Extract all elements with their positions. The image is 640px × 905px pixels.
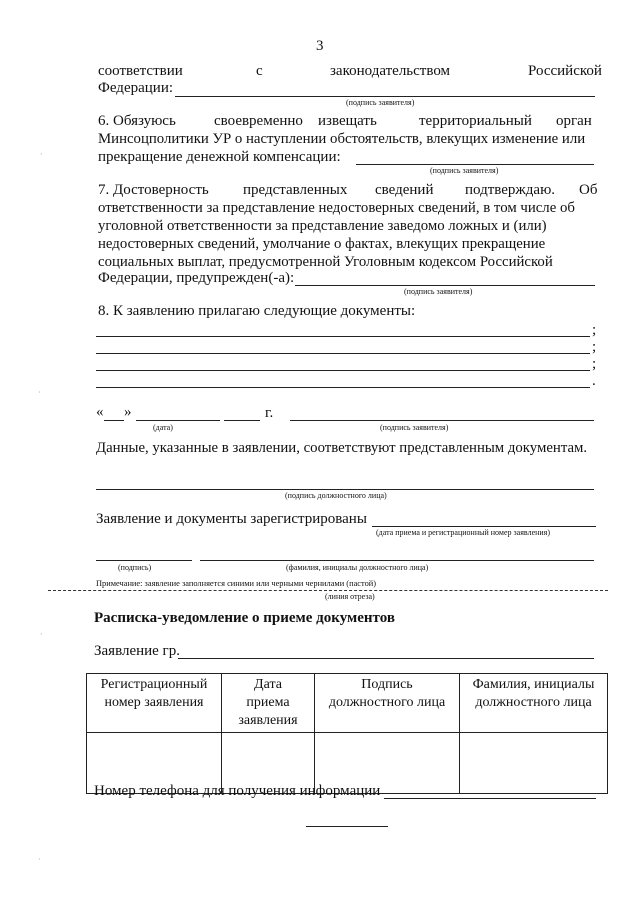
date-day-field[interactable] [104,420,124,421]
header-text: заявления [238,713,298,728]
p7-word-2: представленных [243,182,348,198]
official-signature-line[interactable] [96,489,594,490]
phone-label: Номер телефона для получения информации [94,783,381,799]
date-year-suffix: г. [265,405,274,421]
applicant-signature-caption-1: (подпись заявителя) [346,98,415,107]
p1-word-4: Российской [528,63,602,79]
registration-field[interactable] [372,526,596,527]
registration-caption: (дата приема и регистрационный номер заявления) [376,528,551,537]
applicant-signature-line-2 [356,164,594,165]
official-signature-caption: (подпись должностного лица) [285,491,387,500]
documents-sep-4: . [592,373,596,389]
documents-line-3[interactable] [96,370,590,371]
date-open-quote: « [96,404,104,420]
p7-line-2: ответственности за представление недостоверных сведений, в том числе об [98,200,575,216]
header-text: приема [246,695,290,710]
p6-word-1: 6. Обязуюсь [98,113,176,129]
signature-caption: (подпись) [118,563,152,572]
p1-word-3: законодательством [330,63,451,79]
documents-sep-3: ; [592,356,597,372]
date-caption: (дата) [153,423,173,432]
receipt-applicant-field[interactable] [178,658,594,659]
scan-mark: · [40,630,43,639]
p6-word-4: территориальный [419,113,532,129]
header-receipt-date [222,674,315,733]
header-text: Подпись [361,677,413,692]
p6-word-2: своевременно [214,113,303,129]
p7-word-3: сведений [375,182,434,198]
applicant-signature-line-1 [175,96,595,97]
signature-line[interactable] [96,560,192,561]
p1-word-1: соответствии [98,63,183,79]
header-registration-number [87,674,222,733]
applicant-signature-caption-2: (подпись заявителя) [430,166,499,175]
cell-official-name[interactable] [460,733,608,794]
official-name-line[interactable] [200,560,594,561]
p8-title: 8. К заявлению прилагаю следующие документы: [98,303,416,319]
p7-word-4: подтверждаю. [465,182,556,198]
receipt-table-header-row [87,674,608,733]
p1-word-2: с [256,63,263,79]
documents-line-4[interactable] [96,387,590,388]
header-official-name [460,674,608,733]
date-close-quote: » [124,404,132,420]
documents-sep-2: ; [592,339,597,355]
header-text: Дата [254,677,282,692]
applicant-signature-caption-4: (подпись заявителя) [380,423,449,432]
p7-line-6: Федерации, предупрежден(-а): [98,270,295,286]
registered-text: Заявление и документы зарегистрированы [96,511,367,527]
p6-line-3: прекращение денежной компенсации: [98,149,341,165]
header-text: должностного лица [328,695,446,710]
cut-line [48,590,608,591]
page-number: 3 [316,38,324,54]
end-divider [306,826,388,827]
header-text: Регистрационный [100,677,208,692]
scan-mark: · [38,388,41,397]
applicant-signature-line-4[interactable] [290,420,594,421]
header-official-signature [315,674,460,733]
p7-word-1: 7. Достоверность [98,182,209,198]
header-text: Фамилия, инициалы [472,677,595,692]
cut-line-caption: (линия отреза) [325,592,375,601]
documents-line-2[interactable] [96,353,590,354]
applicant-signature-line-3 [295,285,595,286]
p7-line-5: социальных выплат, предусмотренной Уголовным кодексом Российской [98,254,553,270]
header-text: номер заявления [104,695,204,710]
receipt-table [86,673,608,794]
official-name-caption: (фамилия, инициалы должностного лица) [286,563,429,572]
documents-sep-1: ; [592,322,597,338]
note-text: Примечание: заявление заполняется синими или черными чернилами (пастой) [96,579,377,588]
p6-word-5: орган [556,113,592,129]
p7-line-4: недостоверных сведений, умолчание о фактах, влекущих прекращение [98,236,546,252]
header-text: должностного лица [475,695,592,710]
receipt-applicant-label: Заявление гр. [94,643,180,659]
p6-word-3: извещать [318,113,377,129]
documents-line-1[interactable] [96,336,590,337]
statement-text: Данные, указанные в заявлении, соответствуют представленным документам. [96,440,588,456]
phone-field[interactable] [384,798,596,799]
p1-line-2: Федерации: [98,80,174,96]
p6-line-2: Минсоцполитики УР о наступлении обстоятельств, влекущих изменение или [98,131,586,147]
applicant-signature-caption-3: (подпись заявителя) [404,287,473,296]
p7-word-5: Об [579,182,598,198]
p7-line-3: уголовной ответственности за представление заведомо ложных и (или) [98,218,547,234]
scan-mark: · [40,150,43,159]
scan-mark: · [38,855,41,864]
receipt-title: Расписка-уведомление о приеме документов [94,610,395,626]
date-year-field[interactable] [224,420,260,421]
date-month-field[interactable] [136,420,220,421]
